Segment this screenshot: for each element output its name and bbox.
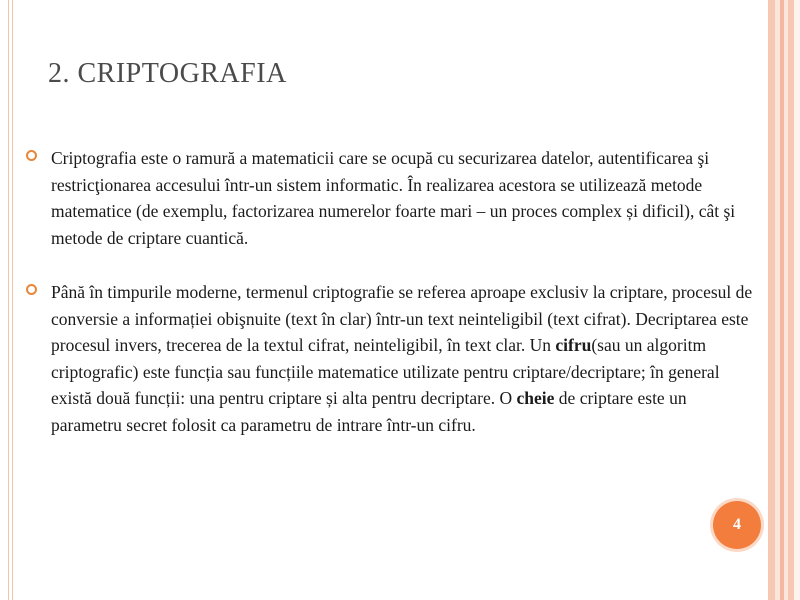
bullet-item-1 [26, 145, 756, 251]
slide-content [26, 145, 756, 438]
bullet-circle-icon [26, 150, 37, 161]
bullet-text-2-part3: de criptare este un parametru secret folosit ca parametru de intrare într-un cifru. [51, 388, 687, 435]
decorative-stripes [766, 0, 800, 600]
bullet-text-2-part1: Până în timpurile moderne, termenul criptografie se referea aproape exclusiv la criptare, procesul de conversie a informației obişnuite (text în clar) într-un text neinteligibil (text cifrat). Decriptarea este procesul invers, trecerea de la textul cifrat, neinteligibil, în text clar. Un [51, 282, 753, 355]
bullet-text-1: Criptografia este o ramură a matematicii care se ocupă cu securizarea datelor, autentificarea şi restricţionarea accesului într-un sistem informatic. În realizarea acestora se utilizează metode matematice (de exemplu, factorizarea numerelor foarte mari – un proces complex și dificil), cât şi metode de criptare cuantică. [51, 148, 736, 248]
slide-title: 2. CRIPTOGRAFIA [48, 58, 287, 89]
bullet-text-2 [51, 279, 756, 438]
bullet-text-2-part2: (sau un algoritm criptografic) este funcția sau funcțiile matematice utilizate pentru criptare/decriptare; în general există două funcții: una pentru criptare și alta pentru decriptare. O [51, 335, 720, 408]
term-cheie: cheie [516, 388, 555, 408]
left-frame-line-inner [12, 0, 13, 600]
page-number-badge: 4 [713, 501, 761, 549]
bullet-circle-icon [26, 284, 37, 295]
left-frame-line [8, 0, 9, 600]
term-cifru: cifru [555, 335, 592, 355]
bullet-item-2 [26, 279, 756, 438]
paragraph-spacer [26, 251, 756, 279]
